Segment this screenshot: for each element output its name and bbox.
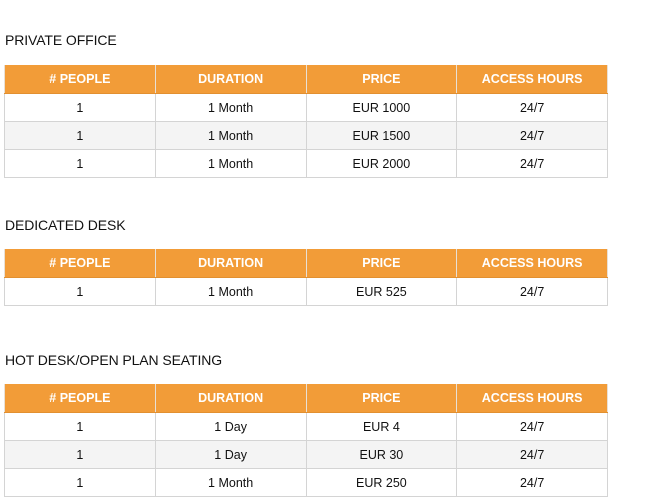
cell-people: 1 xyxy=(5,150,156,178)
table-header-row xyxy=(5,249,608,278)
pricing-table-dedicated-desk xyxy=(4,249,608,306)
cell-people: 1 xyxy=(5,469,156,497)
section-title-dedicated-desk: DEDICATED DESK xyxy=(5,217,126,233)
column-header-people: # PEOPLE xyxy=(5,249,156,278)
cell-price: EUR 1500 xyxy=(306,122,457,150)
column-header-people: # PEOPLE xyxy=(5,65,156,94)
table-row xyxy=(5,94,608,122)
column-header-price: PRICE xyxy=(306,249,457,278)
cell-access-hours: 24/7 xyxy=(457,469,608,497)
cell-duration: 1 Day xyxy=(155,441,306,469)
cell-price: EUR 250 xyxy=(306,469,457,497)
cell-people: 1 xyxy=(5,413,156,441)
cell-access-hours: 24/7 xyxy=(457,278,608,306)
table-header-row xyxy=(5,65,608,94)
column-header-price: PRICE xyxy=(306,65,457,94)
cell-duration: 1 Month xyxy=(155,278,306,306)
cell-people: 1 xyxy=(5,278,156,306)
cell-price: EUR 2000 xyxy=(306,150,457,178)
pricing-table-private-office xyxy=(4,65,608,178)
table-row xyxy=(5,278,608,306)
pricing-table-hot-desk xyxy=(4,384,608,497)
cell-access-hours: 24/7 xyxy=(457,150,608,178)
cell-duration: 1 Month xyxy=(155,469,306,497)
cell-price: EUR 4 xyxy=(306,413,457,441)
column-header-people: # PEOPLE xyxy=(5,384,156,413)
cell-price: EUR 525 xyxy=(306,278,457,306)
cell-people: 1 xyxy=(5,122,156,150)
table-row xyxy=(5,441,608,469)
cell-access-hours: 24/7 xyxy=(457,441,608,469)
column-header-duration: DURATION xyxy=(155,249,306,278)
table-row xyxy=(5,413,608,441)
cell-people: 1 xyxy=(5,441,156,469)
section-title-private-office: PRIVATE OFFICE xyxy=(5,32,117,48)
cell-duration: 1 Month xyxy=(155,150,306,178)
cell-people: 1 xyxy=(5,94,156,122)
cell-access-hours: 24/7 xyxy=(457,122,608,150)
table-header-row xyxy=(5,384,608,413)
column-header-duration: DURATION xyxy=(155,384,306,413)
cell-access-hours: 24/7 xyxy=(457,413,608,441)
column-header-duration: DURATION xyxy=(155,65,306,94)
column-header-access-hours: ACCESS HOURS xyxy=(457,384,608,413)
cell-duration: 1 Month xyxy=(155,122,306,150)
section-title-hot-desk: HOT DESK/OPEN PLAN SEATING xyxy=(5,352,223,368)
cell-duration: 1 Day xyxy=(155,413,306,441)
cell-duration: 1 Month xyxy=(155,94,306,122)
cell-access-hours: 24/7 xyxy=(457,94,608,122)
table-row xyxy=(5,122,608,150)
column-header-access-hours: ACCESS HOURS xyxy=(457,249,608,278)
column-header-access-hours: ACCESS HOURS xyxy=(457,65,608,94)
table-row xyxy=(5,469,608,497)
column-header-price: PRICE xyxy=(306,384,457,413)
table-row xyxy=(5,150,608,178)
cell-price: EUR 1000 xyxy=(306,94,457,122)
cell-price: EUR 30 xyxy=(306,441,457,469)
